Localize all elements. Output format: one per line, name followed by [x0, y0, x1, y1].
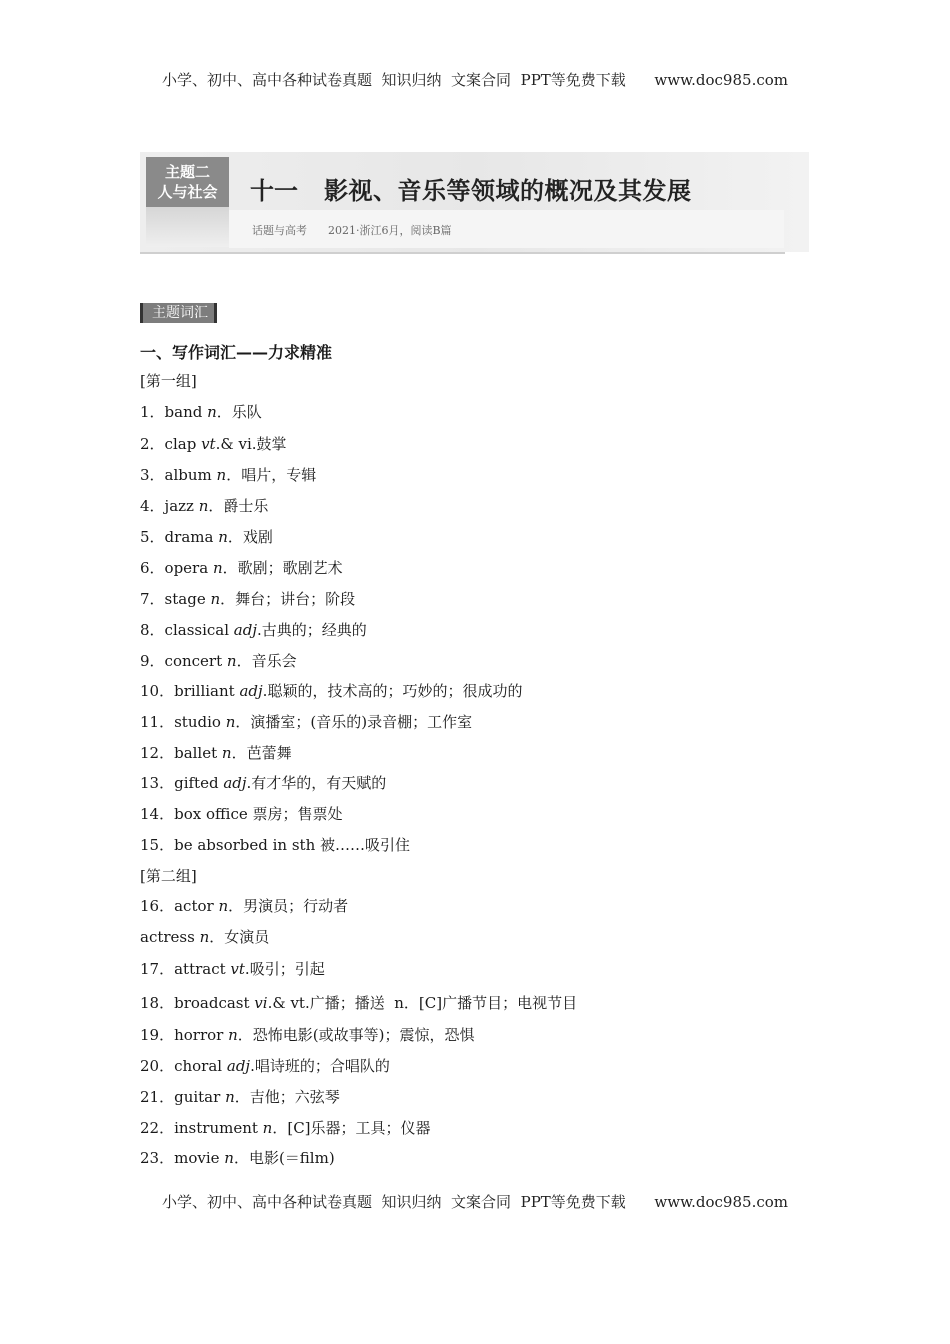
group-label: [第二组]	[140, 867, 197, 885]
vocab-part-of-speech: n	[207, 403, 217, 421]
vocab-definition: .& vt.广播；播送 n．[C]广播节目；电视节目	[267, 994, 578, 1012]
vocab-definition: ．电影(＝film)	[233, 1149, 335, 1167]
vocab-word: jazz	[164, 497, 199, 515]
vocab-item	[140, 926, 269, 947]
theme-badge-line2: 人与社会	[157, 183, 218, 201]
vocab-item	[140, 619, 367, 640]
banner-subtitle: 话题与高考 2021·浙江6月，阅读B篇	[252, 224, 452, 237]
vocab-item	[140, 557, 343, 578]
vocab-number: 2．	[140, 435, 165, 453]
vocab-number: 21．	[140, 1088, 175, 1106]
vocab-item	[140, 1086, 340, 1107]
vocab-definition: .聪颖的，技术高的；巧妙的；很成功的	[262, 682, 523, 700]
vocab-definition: ．唱片，专辑	[226, 466, 317, 484]
vocab-part-of-speech: n	[218, 528, 228, 546]
vocab-number: 23．	[140, 1149, 175, 1167]
vocab-item	[140, 1117, 431, 1138]
vocab-word: instrument	[174, 1119, 263, 1137]
vocab-part-of-speech: n	[224, 1149, 234, 1167]
vocab-word: band	[164, 403, 208, 421]
vocab-number: 7．	[140, 590, 165, 608]
vocab-word: movie	[174, 1149, 225, 1167]
group-label: [第一组]	[140, 372, 197, 390]
vocab-part-of-speech: n	[218, 897, 229, 915]
vocab-definition: ．芭蕾舞	[231, 744, 292, 762]
vocab-part-of-speech: adj	[233, 621, 257, 639]
vocab-definition: ．演播室；(音乐的)录音棚；工作室	[235, 713, 473, 731]
vocab-definition: .唱诗班的；合唱队的	[250, 1057, 390, 1075]
vocab-part-of-speech: adj	[239, 682, 263, 700]
vocab-word: actor	[174, 897, 219, 915]
vocab-definition: ．吉他；六弦琴	[234, 1088, 340, 1106]
vocab-word: horror	[174, 1026, 229, 1044]
vocab-word: box office	[174, 805, 253, 823]
vocab-definition: 被……吸引住	[320, 836, 411, 854]
vocab-number: 10．	[140, 682, 175, 700]
vocab-number: 12．	[140, 744, 175, 762]
theme-badge-line1: 主题二	[164, 163, 210, 181]
vocab-definition: ．戏剧	[227, 528, 273, 546]
section-title: 一、写作词汇——力求精准	[140, 343, 333, 362]
vocab-number: 8．	[140, 621, 165, 639]
vocab-item	[140, 650, 297, 671]
vocab-part-of-speech: vt	[201, 435, 216, 453]
vocab-definition: ．歌剧；歌剧艺术	[222, 559, 343, 577]
vocab-part-of-speech: n	[225, 713, 236, 731]
vocab-definition: ．恐怖电影(或故事等)；震惊，恐惧	[237, 1026, 475, 1044]
vocab-word: drama	[164, 528, 219, 546]
vocab-definition: .吸引；引起	[244, 960, 325, 978]
vocab-item	[140, 1147, 335, 1168]
vocab-number: 18．	[140, 994, 175, 1012]
vocab-part-of-speech: n	[212, 559, 223, 577]
vocab-word: album	[164, 466, 217, 484]
vocab-word: ballet	[174, 744, 222, 762]
vocab-definition: ．[C]乐器；工具；仪器	[272, 1119, 431, 1137]
vocab-item	[140, 711, 472, 732]
vocab-definition: ．音乐会	[236, 652, 297, 670]
vocab-part-of-speech: n	[210, 590, 221, 608]
theme-badge	[146, 157, 229, 247]
vocab-word: attract	[174, 960, 231, 978]
vocab-definition: .有才华的，有天赋的	[246, 774, 387, 792]
vocab-word: studio	[174, 713, 226, 731]
vocab-part-of-speech: n	[225, 1088, 235, 1106]
vocab-item	[140, 495, 268, 516]
vocab-number: 16．	[140, 897, 175, 915]
vocab-part-of-speech: n	[228, 1026, 238, 1044]
vocab-number: 13．	[140, 774, 175, 792]
vocab-number: 1．	[140, 403, 165, 421]
vocab-word: classical	[164, 621, 234, 639]
section-tag: 主题词汇	[140, 303, 217, 323]
vocab-number: 22．	[140, 1119, 175, 1137]
vocab-definition: .古典的；经典的	[257, 621, 367, 639]
vocab-part-of-speech: n	[198, 497, 209, 515]
vocab-definition: .& vi.鼓掌	[215, 435, 287, 453]
vocab-item	[140, 1055, 390, 1076]
vocab-word: broadcast	[174, 994, 255, 1012]
vocab-word: clap	[164, 435, 202, 453]
vocab-word: be absorbed in sth	[174, 836, 321, 854]
vocab-number: 20．	[140, 1057, 175, 1075]
vocab-part-of-speech: vi	[254, 994, 268, 1012]
vocab-item	[140, 433, 287, 454]
vocab-part-of-speech: vt	[230, 960, 245, 978]
vocab-word: brilliant	[174, 682, 240, 700]
page-header: 小学、初中、高中各种试卷真题 知识归纳 文案合同 PPT等免费下载 www.doc985.com	[161, 71, 788, 89]
vocab-word: concert	[164, 652, 227, 670]
vocab-part-of-speech: n	[226, 652, 237, 670]
vocab-number: 15．	[140, 836, 175, 854]
vocab-item	[140, 464, 316, 485]
vocab-word: opera	[164, 559, 213, 577]
vocab-item	[140, 401, 262, 422]
vocab-definition: ．女演员	[209, 928, 270, 946]
page-footer: 小学、初中、高中各种试卷真题 知识归纳 文案合同 PPT等免费下载 www.doc985.com	[161, 1193, 788, 1211]
vocab-number: 17．	[140, 960, 175, 978]
vocab-definition: ．舞台；讲台；阶段	[220, 590, 356, 608]
theme-badge-shadow	[146, 207, 229, 247]
vocab-item	[140, 895, 348, 916]
theme-badge-label	[146, 157, 229, 207]
vocab-word: guitar	[174, 1088, 226, 1106]
vocab-number: 14．	[140, 805, 175, 823]
vocab-number: 9．	[140, 652, 165, 670]
vocab-word: stage	[164, 590, 211, 608]
vocab-number: 3．	[140, 466, 165, 484]
vocab-item	[140, 1024, 475, 1045]
unit-title: 影视、音乐等领域的概况及其发展	[324, 177, 692, 205]
vocab-item	[140, 742, 292, 763]
vocab-item	[140, 526, 273, 547]
vocab-definition: ．爵士乐	[208, 497, 269, 515]
vocab-part-of-speech: n	[216, 466, 227, 484]
vocab-number: 5．	[140, 528, 165, 546]
vocab-item	[140, 992, 577, 1013]
vocab-number: 11．	[140, 713, 175, 731]
vocab-part-of-speech: adj	[226, 1057, 251, 1075]
vocab-number: 19．	[140, 1026, 175, 1044]
vocab-number: 4．	[140, 497, 165, 515]
vocab-definition: ．男演员；行动者	[228, 897, 349, 915]
vocab-word: gifted	[174, 774, 224, 792]
vocab-item	[140, 680, 522, 701]
vocab-part-of-speech: adj	[223, 774, 247, 792]
banner-divider	[140, 252, 785, 254]
vocab-definition: ．乐队	[216, 403, 262, 421]
vocab-item	[140, 958, 325, 979]
vocab-definition: 票房；售票处	[252, 805, 343, 823]
vocab-word: choral	[174, 1057, 227, 1075]
vocab-part-of-speech: n	[262, 1119, 273, 1137]
vocab-part-of-speech: n	[221, 744, 232, 762]
vocab-item	[140, 834, 410, 855]
vocab-item	[140, 588, 355, 609]
vocab-part-of-speech: n	[199, 928, 210, 946]
vocab-item	[140, 772, 386, 793]
vocab-word: actress	[140, 928, 200, 946]
vocab-item	[140, 803, 343, 824]
unit-number: 十一	[250, 177, 298, 205]
vocab-number: 6．	[140, 559, 165, 577]
